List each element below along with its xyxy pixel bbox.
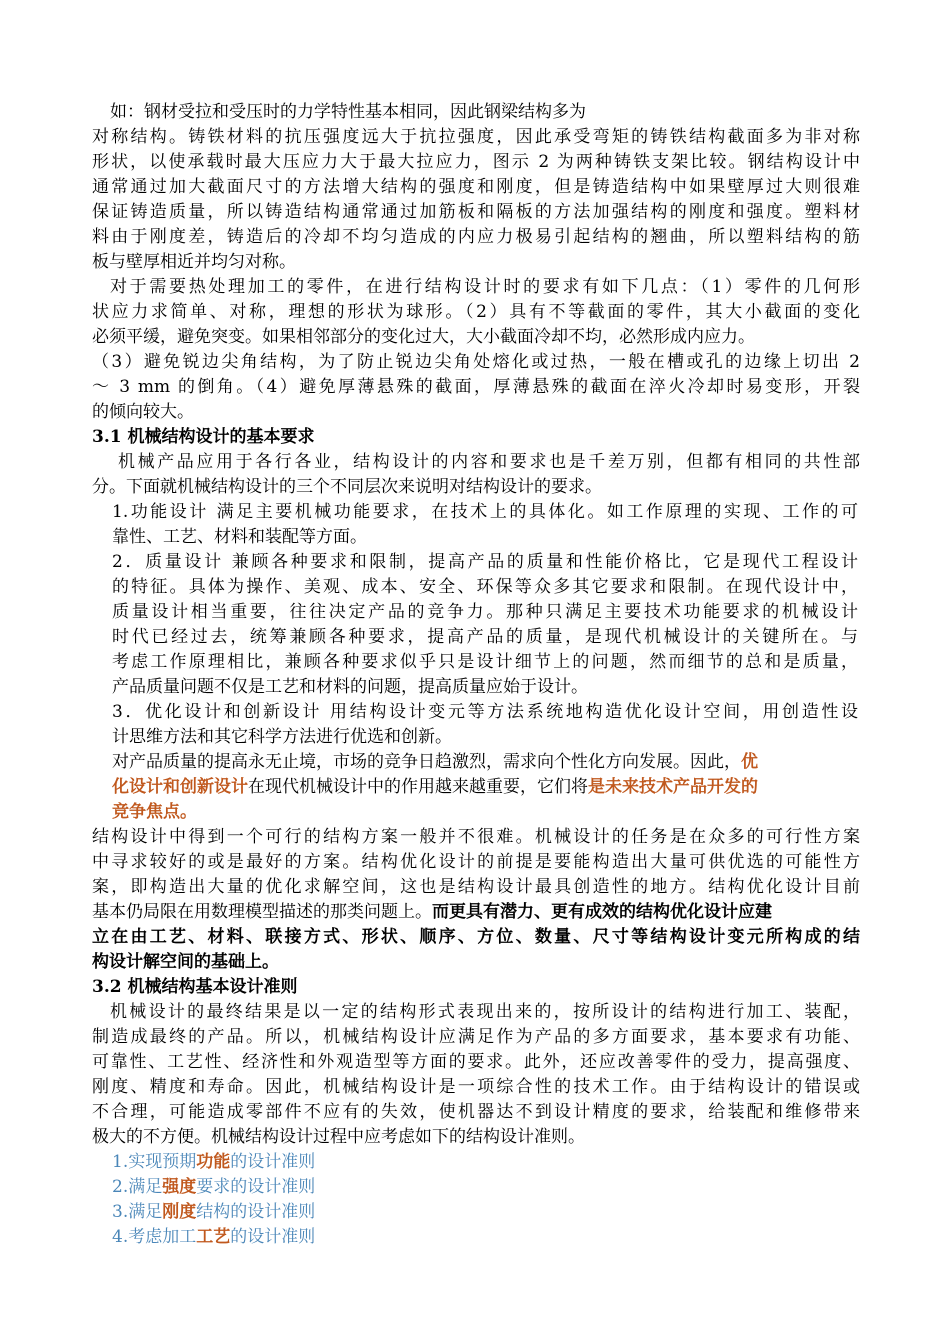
- para1-line7: 板与壁厚相近并均匀对称。: [92, 252, 296, 272]
- list-text: 3.满足: [112, 1202, 163, 1222]
- list-text: 2.满足: [112, 1177, 163, 1197]
- para2-line6: 的倾向较大。: [92, 402, 194, 422]
- para7-text: 对产品质量的提高永无止境，市场的竞争日趋激烈，需求向个性化方向发展。因此，: [112, 752, 741, 772]
- bold-text: 而更具有潜力、更有成效的结构优化设计应建: [432, 902, 772, 922]
- para8-line4: [92, 900, 772, 925]
- item2-line5: 考虑工作原理相比，兼顾各种要求似乎只是设计细节上的问题，然而细节的总和是质量，: [112, 652, 858, 672]
- para8-bold-line2: 构设计解空间的基础上。: [92, 952, 279, 972]
- highlight-text: 。: [180, 802, 197, 822]
- highlight-text: 是未来技术产品开发的: [588, 777, 758, 797]
- item1-line2: 靠性、工艺、材料和装配等方面。: [112, 527, 367, 547]
- criteria-list-item: [112, 1200, 315, 1225]
- para9-line1: 机械设计的最终结果是以一定的结构形式表现出来的，按所设计的结构进行加工、装配，: [110, 1002, 860, 1022]
- section-heading-3-2: 3.2 机械结构基本设计准则: [92, 977, 298, 997]
- list-text: 的设计准则: [230, 1152, 316, 1172]
- list-text: 结构的设计准则: [196, 1202, 316, 1222]
- list-text: 的设计准则: [230, 1227, 316, 1247]
- list-highlight: 强度: [162, 1177, 197, 1197]
- para8-line2: 中寻求较好的或是最好的方案。结构优化设计的前提是要能构造出大量可供优选的可能性方: [92, 852, 860, 872]
- criteria-list-item: [112, 1150, 315, 1175]
- item2-line3: 质量设计相当重要，往往决定产品的竞争力。那种只满足主要技术功能要求的机械设计: [112, 602, 858, 622]
- list-highlight: 工艺: [196, 1227, 231, 1247]
- para9-line5: 不合理，可能造成零部件不应有的失效，使机器达不到设计精度的要求，给装配和维修带来: [92, 1102, 860, 1122]
- highlight-text: 化设计和创新设计: [112, 777, 248, 797]
- item3-line1: 3．优化设计和创新设计 用结构设计变元等方法系统地构造优化设计空间，用创造性设: [112, 702, 858, 722]
- list-text: 1.实现预期: [112, 1152, 197, 1172]
- para1-line2: 对称结构。铸铁材料的抗压强度远大于抗拉强度，因此承受弯矩的铸铁结构截面多为非对称: [92, 127, 860, 147]
- list-highlight: 刚度: [162, 1202, 197, 1222]
- para1-line5: 保证铸造质量，所以铸造结构通常通过加筋板和隔板的方法加强结构的刚度和强度。塑料材: [92, 202, 860, 222]
- para8-line1: 结构设计中得到一个可行的结构方案一般并不很难。机械设计的任务是在众多的可行性方案: [92, 827, 860, 847]
- highlight-text: 优: [741, 752, 758, 772]
- para7-text: 在现代机械设计中的作用越来越重要，它们将: [248, 777, 588, 797]
- item2-line2: 的特征。具体为操作、美观、成本、安全、环保等众多其它要求和限制。在现代设计中，: [112, 577, 858, 597]
- list-text: 4.考虑加工: [112, 1227, 197, 1247]
- para1-line6: 料由于刚度差，铸造后的冷却不均匀造成的内应力极易引起结构的翘曲，所以塑料结构的筋: [92, 227, 860, 247]
- para7-line3: [112, 800, 197, 825]
- para2-line2: 状应力求简单、对称，理想的形状为球形。（2）具有不等截面的零件，其大小截面的变化: [92, 302, 860, 322]
- item1-line1: 1.功能设计 满足主要机械功能要求，在技术上的具体化。如工作原理的实现、工作的可: [112, 502, 858, 522]
- para1-line1: 如：钢材受拉和受压时的力学特性基本相同，因此钢梁结构多为: [110, 102, 586, 122]
- para2-line4: （3）避免锐边尖角结构，为了防止锐边尖角处熔化或过热，一般在槽或孔的边缘上切出 2: [92, 352, 860, 372]
- item3-line2: 计思维方法和其它科学方法进行优选和创新。: [112, 727, 452, 747]
- list-highlight: 功能: [196, 1152, 231, 1172]
- para2-line3: 必须平缓，避免突变。如果相邻部分的变化过大，大小截面冷却不均，必然形成内应力。: [92, 327, 755, 347]
- para7-line2: [112, 775, 758, 800]
- list-text: 要求的设计准则: [196, 1177, 316, 1197]
- criteria-list-item: [112, 1175, 315, 1200]
- para3-line1: 机械产品应用于各行各业，结构设计的内容和要求也是千差万别，但都有相同的共性部: [118, 452, 860, 472]
- para9-line2: 制造成最终的产品。所以，机械结构设计应满足作为产品的多方面要求，基本要求有功能、: [92, 1027, 860, 1047]
- para2-line5: ～ 3 mm 的倒角。（4）避免厚薄悬殊的截面，厚薄悬殊的截面在淬火冷却时易变形，开裂: [92, 377, 860, 397]
- section-heading-3-1: 3.1 机械结构设计的基本要求: [92, 427, 315, 447]
- para8-line3: 案，即构造出大量的优化求解空间，这也是结构设计最具创造性的地方。结构优化设计目前: [92, 877, 860, 897]
- para1-line4: 通常通过加大截面尺寸的方法增大结构的强度和刚度，但是铸造结构中如果壁厚过大则很难: [92, 177, 860, 197]
- para2-line1: 对于需要热处理加工的零件，在进行结构设计时的要求有如下几点：（1）零件的几何形: [110, 277, 860, 297]
- item2-line1: 2．质量设计 兼顾各种要求和限制，提高产品的质量和性能价格比，它是现代工程设计: [112, 552, 858, 572]
- highlight-text: 竞争焦点: [112, 802, 180, 822]
- para9-line6: 极大的不方便。机械结构设计过程中应考虑如下的结构设计准则。: [92, 1127, 585, 1147]
- para3-line2: 分。下面就机械结构设计的三个不同层次来说明对结构设计的要求。: [92, 477, 602, 497]
- para8-text: 基本仍局限在用数理模型描述的那类问题上。: [92, 902, 432, 922]
- para1-line3: 形状，以使承载时最大压应力大于最大拉应力，图示 2 为两种铸铁支架比较。钢结构设计中: [92, 152, 860, 172]
- para9-line4: 刚度、精度和寿命。因此，机械结构设计是一项综合性的技术工作。由于结构设计的错误或: [92, 1077, 860, 1097]
- para8-bold-line1: 立在由工艺、材料、联接方式、形状、顺序、方位、数量、尺寸等结构设计变元所构成的结: [92, 927, 860, 947]
- para7-line1: [112, 750, 758, 775]
- item2-line6: 产品质量问题不仅是工艺和材料的问题，提高质量应始于设计。: [112, 677, 588, 697]
- criteria-list-item: [112, 1225, 315, 1250]
- para9-line3: 可靠性、工艺性、经济性和外观造型等方面的要求。此外，还应改善零件的受力，提高强度、: [92, 1052, 860, 1072]
- item2-line4: 时代已经过去，统筹兼顾各种要求，提高产品的质量，是现代机械设计的关键所在。与: [112, 627, 858, 647]
